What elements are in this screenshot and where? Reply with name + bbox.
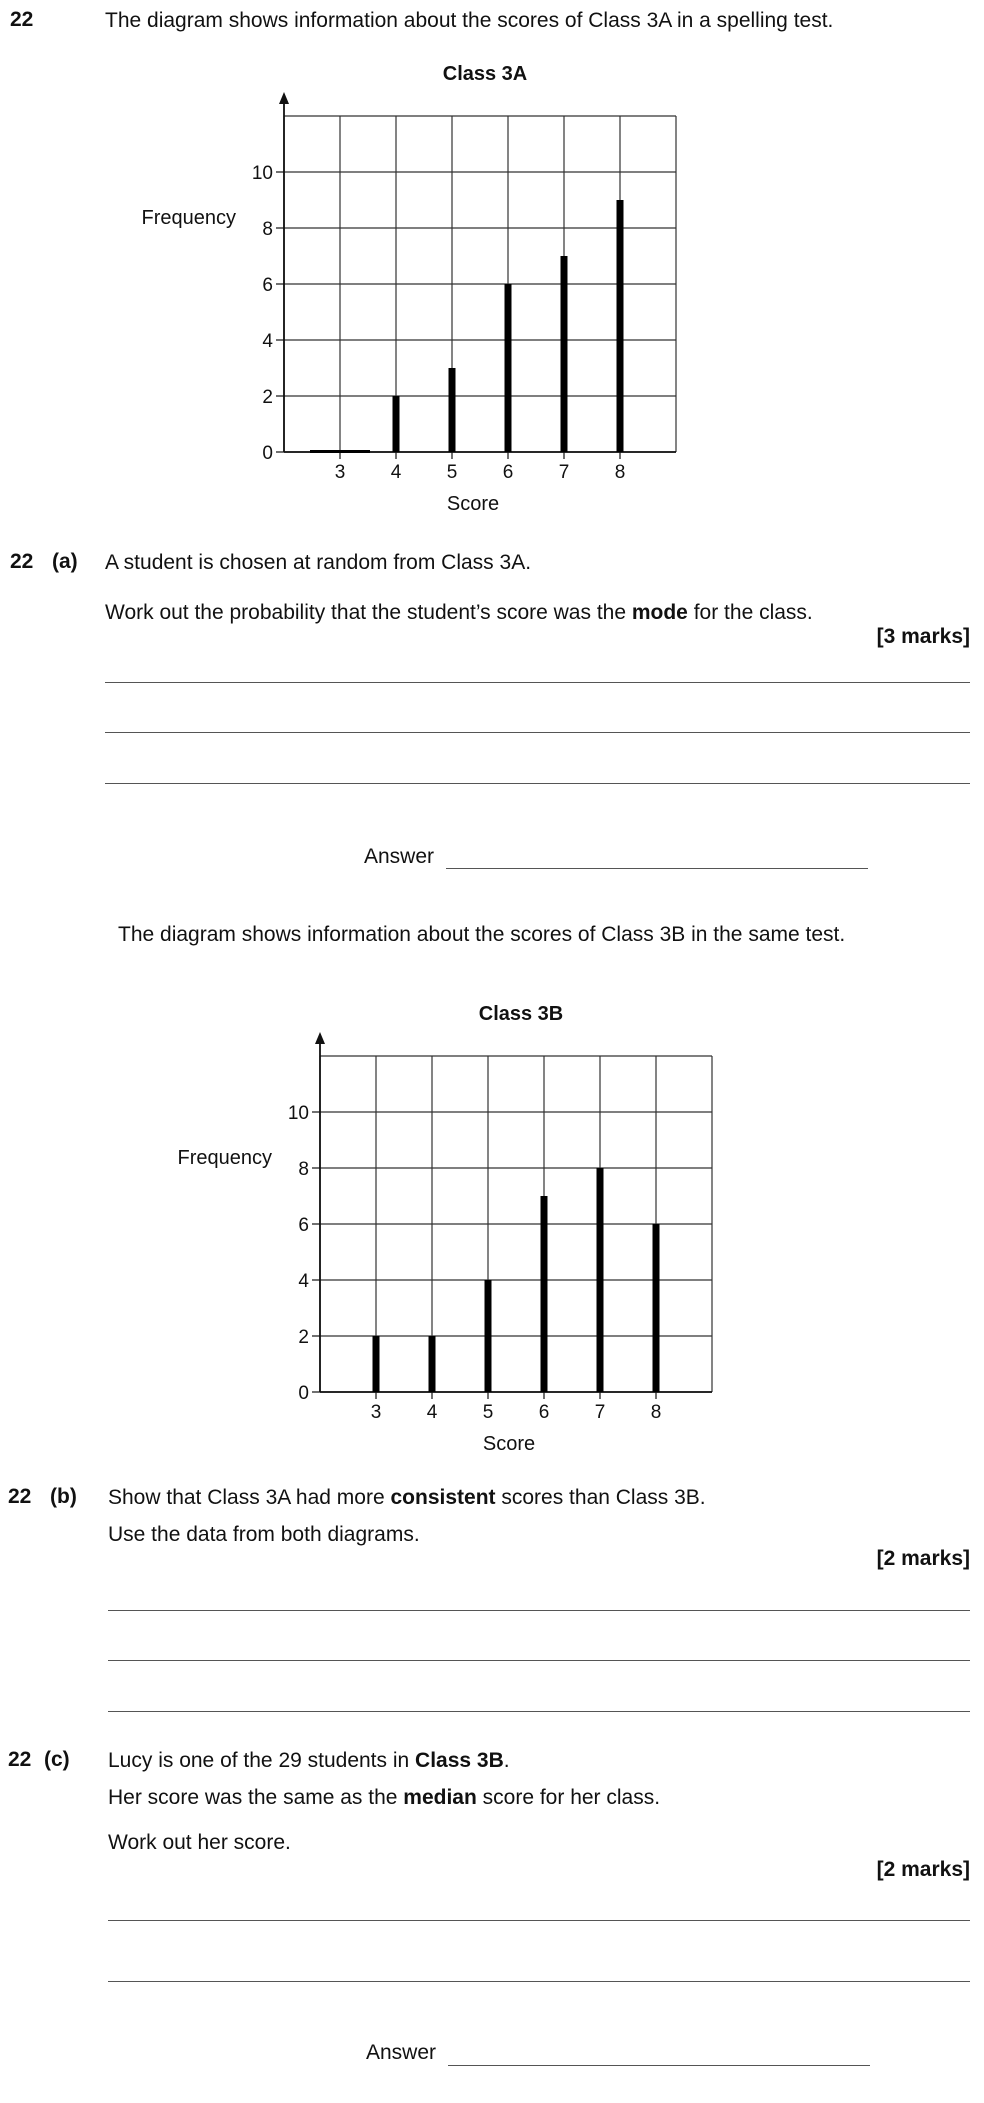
y-axis-label: Frequency: [177, 1147, 272, 1169]
bar-3: [310, 450, 370, 453]
writing-line-c1[interactable]: [108, 1920, 970, 1921]
part-c-answer-label: Answer: [366, 2041, 437, 2064]
mode-keyword: mode: [631, 601, 688, 624]
bar-4: [393, 396, 400, 452]
class-3b-keyword: Class 3B: [415, 1749, 504, 1772]
median-keyword: median: [403, 1786, 477, 1809]
bar-7: [561, 256, 568, 452]
y-tick-label: 6: [262, 275, 273, 296]
y-tick-label: 10: [287, 1103, 309, 1124]
part-a-label: (a): [52, 550, 78, 573]
consistent-keyword: consistent: [390, 1486, 496, 1509]
x-tick-label: 4: [426, 1402, 438, 1423]
x-tick-label: 5: [446, 462, 458, 483]
y-tick-label: 2: [262, 387, 273, 408]
x-tick-label: 4: [390, 462, 402, 483]
y-tick-label: 10: [251, 163, 273, 184]
x-axis-label: Score: [482, 1433, 536, 1455]
x-tick-label: 7: [558, 462, 570, 483]
part-a-line2: Work out the probability that the student’s score was the mode for the class.: [105, 601, 813, 624]
y-axis-arrow: [279, 92, 289, 104]
writing-line-b1[interactable]: [108, 1610, 970, 1611]
bar-4: [429, 1336, 436, 1392]
bar-3: [373, 1336, 380, 1392]
x-tick-label: 8: [614, 462, 626, 483]
y-tick-label: 6: [298, 1215, 309, 1236]
bar-6: [541, 1196, 548, 1392]
part-c-label: (c): [44, 1748, 70, 1771]
x-tick-label: 6: [538, 1402, 550, 1423]
x-tick-label: 6: [502, 462, 514, 483]
x-axis-label: Score: [446, 493, 500, 515]
y-tick-label: 0: [262, 443, 273, 464]
question-intro: The diagram shows information about the scores of Class 3A in a spelling test.: [105, 9, 834, 32]
bar-6: [505, 284, 512, 452]
writing-line-a1[interactable]: [105, 682, 970, 683]
part-c-answer-line[interactable]: [448, 2065, 870, 2066]
part-b-marks: [2 marks]: [876, 1547, 970, 1570]
x-tick-label: 3: [334, 462, 346, 483]
x-tick-label: 8: [650, 1402, 662, 1423]
y-axis-label: Frequency: [141, 207, 236, 229]
bar-8: [617, 200, 624, 452]
y-axis-arrow: [315, 1032, 325, 1044]
part-b-label: (b): [50, 1485, 77, 1508]
part-c-line2: Her score was the same as the median score for her class.: [108, 1786, 661, 1809]
x-tick-label: 5: [482, 1402, 494, 1423]
part-b-line2: Use the data from both diagrams.: [108, 1523, 420, 1546]
part-b-line1: Show that Class 3A had more consistent scores than Class 3B.: [108, 1486, 706, 1509]
y-tick-label: 4: [262, 331, 273, 352]
part-c-number: 22: [8, 1748, 32, 1771]
part-b-number: 22: [8, 1485, 32, 1508]
writing-line-b2[interactable]: [108, 1660, 970, 1661]
chart-title: Class 3A: [442, 63, 528, 85]
question-number: 22: [10, 8, 34, 31]
x-tick-label: 3: [370, 1402, 382, 1423]
y-tick-label: 0: [298, 1383, 309, 1404]
bar-8: [653, 1224, 660, 1392]
x-tick-label: 7: [594, 1402, 606, 1423]
bar-5: [485, 1280, 492, 1392]
writing-line-a3[interactable]: [105, 783, 970, 784]
part-c-marks: [2 marks]: [876, 1858, 970, 1881]
y-tick-label: 8: [262, 219, 273, 240]
part-a-answer-line[interactable]: [446, 868, 868, 869]
chart-class-3b: [0, 990, 984, 1470]
y-tick-label: 4: [298, 1271, 309, 1292]
part-c-line3: Work out her score.: [108, 1831, 291, 1854]
bar-5: [449, 368, 456, 452]
y-tick-label: 8: [298, 1159, 309, 1180]
chart-class-3a: [0, 50, 984, 530]
class-3b-intro: The diagram shows information about the scores of Class 3B in the same test.: [118, 923, 846, 946]
part-a-line1: A student is chosen at random from Class 3A.: [105, 551, 532, 574]
part-a-number: 22: [10, 550, 34, 573]
part-a-marks: [3 marks]: [876, 625, 970, 648]
writing-line-b3[interactable]: [108, 1711, 970, 1712]
writing-line-c2[interactable]: [108, 1981, 970, 1982]
chart-title: Class 3B: [478, 1003, 564, 1025]
part-c-line1: Lucy is one of the 29 students in Class 3B.: [108, 1749, 510, 1772]
part-a-answer-label: Answer: [364, 845, 435, 868]
writing-line-a2[interactable]: [105, 732, 970, 733]
y-tick-label: 2: [298, 1327, 309, 1348]
bar-7: [597, 1168, 604, 1392]
